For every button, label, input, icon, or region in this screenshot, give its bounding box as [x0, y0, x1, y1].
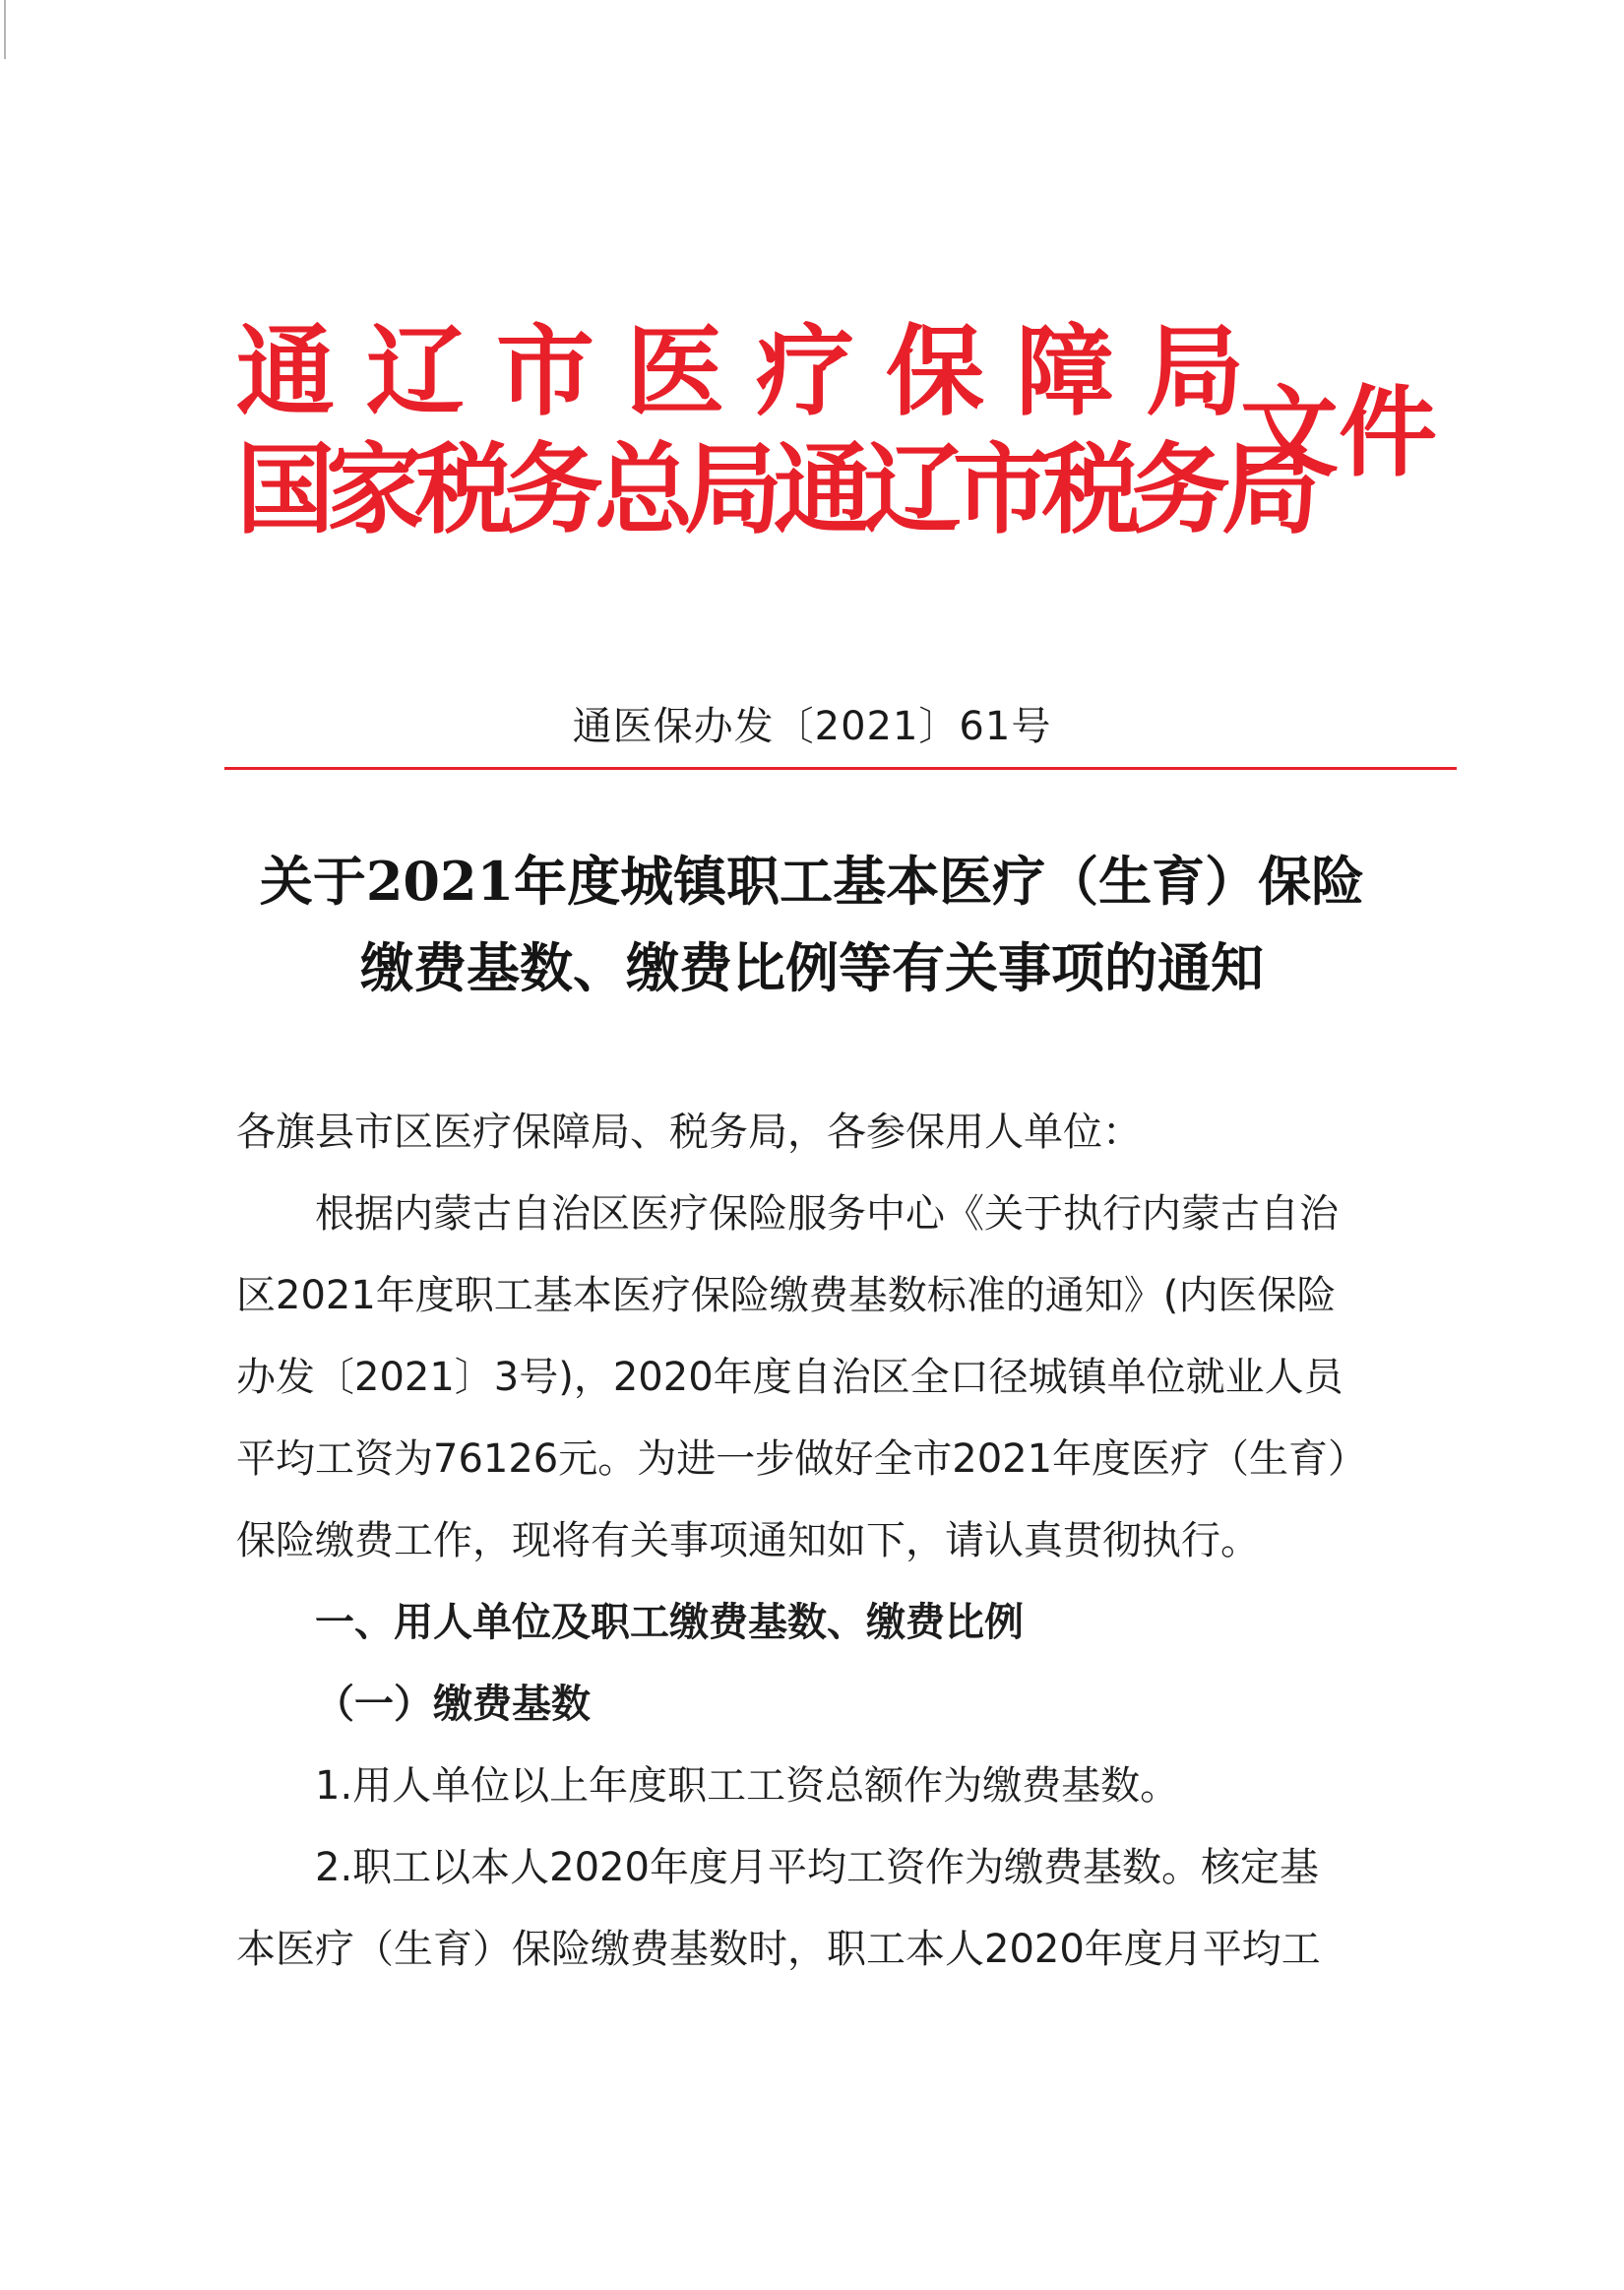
paragraph-1-line-3: 办发〔2021〕3号)，2020年度自治区全口径城镇单位就业人员 — [236, 1355, 1343, 1400]
document-title-line-2: 缴费基数、缴费比例等有关事项的通知 — [360, 936, 1264, 999]
red-separator-line — [224, 767, 1457, 770]
issuer-suffix-document: 文件 — [1240, 374, 1437, 490]
issuer-header — [236, 313, 1437, 553]
paragraph-1-line-4: 平均工资为76126元。为进一步做好全市2021年度医疗（生育） — [236, 1436, 1368, 1482]
item-1: 1.用人单位以上年度职工工资总额作为缴费基数。 — [315, 1763, 1180, 1809]
paragraph-1-line-1: 根据内蒙古自治区医疗保险服务中心《关于执行内蒙古自治 — [315, 1191, 1339, 1237]
item-2-line-2: 本医疗（生育）保险缴费基数时，职工本人2020年度月平均工 — [236, 1927, 1321, 1972]
paragraph-1-line-2: 区2021年度职工基本医疗保险缴费基数标准的通知》(内医保险 — [236, 1273, 1337, 1318]
subsection-1-heading: （一）缴费基数 — [315, 1682, 591, 1727]
issuer-line-tax-bureau: 国家税务总局通辽市税务局 — [236, 431, 1311, 547]
scan-edge-mark — [4, 0, 6, 59]
document-title-line-1: 关于2021年度城镇职工基本医疗（生育）保险 — [259, 850, 1365, 913]
salutation: 各旗县市区医疗保障局、税务局，各参保用人单位： — [236, 1110, 1142, 1155]
item-2-line-1: 2.职工以本人2020年度月平均工资作为缴费基数。核定基 — [315, 1845, 1319, 1890]
issuer-line-medical-security-bureau: 通辽市医疗保障局 — [236, 313, 1276, 429]
paragraph-1-line-5: 保险缴费工作，现将有关事项通知如下，请认真贯彻执行。 — [236, 1518, 1260, 1563]
section-1-heading: 一、用人单位及职工缴费基数、缴费比例 — [315, 1599, 1024, 1645]
document-number: 通医保办发〔2021〕61号 — [572, 704, 1052, 749]
